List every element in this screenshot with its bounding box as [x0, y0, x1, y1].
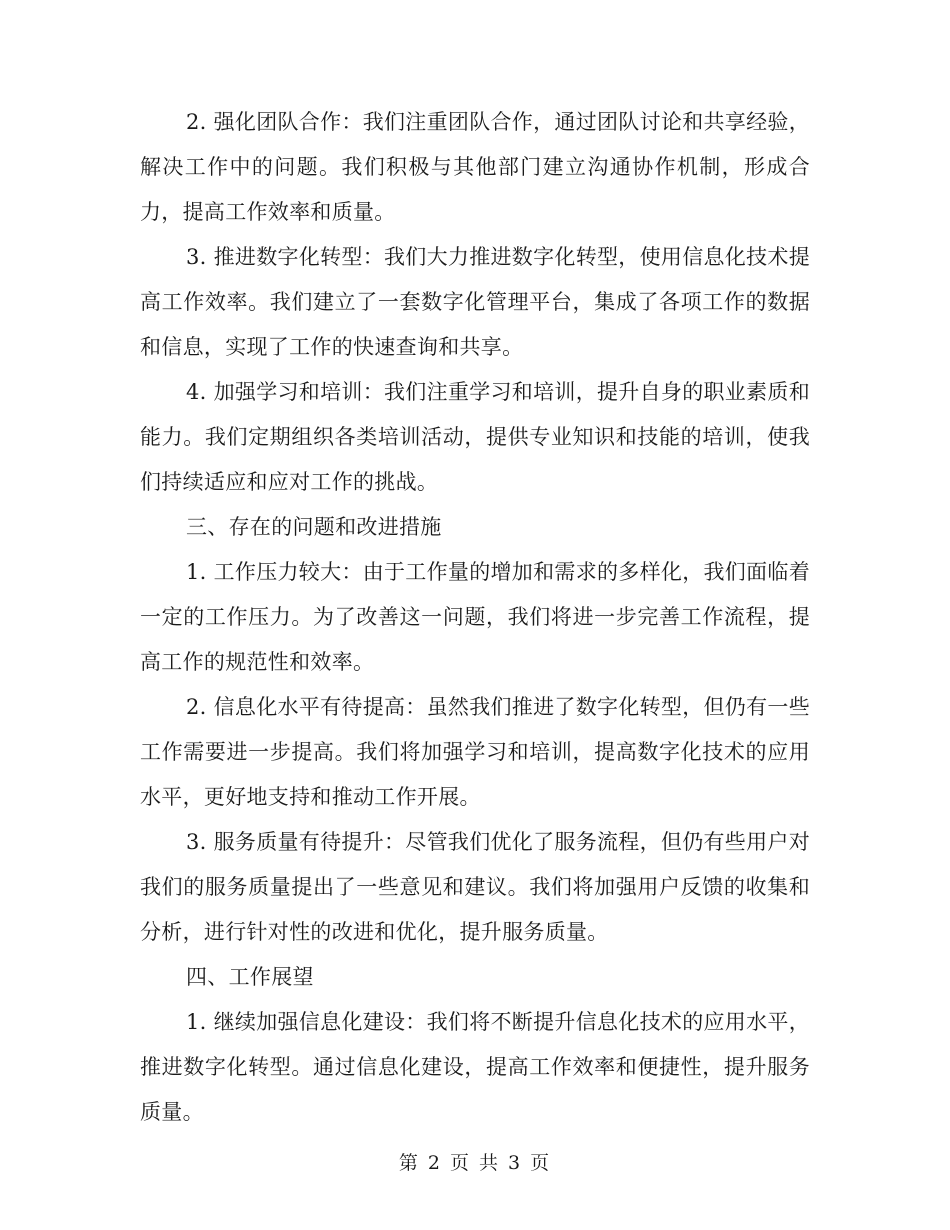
- document-body: [140, 100, 810, 1135]
- paragraph-work-pressure: 1. 工作压力较大：由于工作量的增加和需求的多样化，我们面临着一定的工作压力。为了改善这一问题，我们将进一步完善工作流程，提高工作的规范性和效率。: [140, 560, 811, 674]
- section-heading-problems: 三、存在的问题和改进措施: [186, 515, 442, 539]
- paragraph-service-quality: 3. 服务质量有待提升：尽管我们优化了服务流程，但仍有些用户对我们的服务质量提出了一些意见和建议。我们将加强用户反馈的收集和分析，进行针对性的改进和优化，提升服务质量。: [140, 830, 811, 944]
- paragraph-learning-training: 4. 加强学习和培训：我们注重学习和培训，提升自身的职业素质和能力。我们定期组织各类培训活动，提供专业知识和技能的培训，使我们持续适应和应对工作的挑战。: [140, 380, 811, 494]
- paragraph-digital-transformation: 3. 推进数字化转型：我们大力推进数字化转型，使用信息化技术提高工作效率。我们建立了一套数字化管理平台，集成了各项工作的数据和信息，实现了工作的快速查询和共享。: [140, 245, 811, 359]
- page-number-footer: 第 2 页 共 3 页: [398, 1152, 552, 1174]
- paragraph-teamwork: 2. 强化团队合作：我们注重团队合作，通过团队讨论和共享经验，解决工作中的问题。我们积极与其他部门建立沟通协作机制，形成合力，提高工作效率和质量。: [140, 110, 811, 224]
- section-heading-outlook: 四、工作展望: [186, 965, 314, 989]
- paragraph-informatization-level: 2. 信息化水平有待提高：虽然我们推进了数字化转型，但仍有一些工作需要进一步提高。我们将加强学习和培训，提高数字化技术的应用水平，更好地支持和推动工作开展。: [140, 695, 811, 809]
- paragraph-informatization-construction: 1. 继续加强信息化建设：我们将不断提升信息化技术的应用水平，推进数字化转型。通过信息化建设，提高工作效率和便捷性，提升服务质量。: [140, 1010, 811, 1124]
